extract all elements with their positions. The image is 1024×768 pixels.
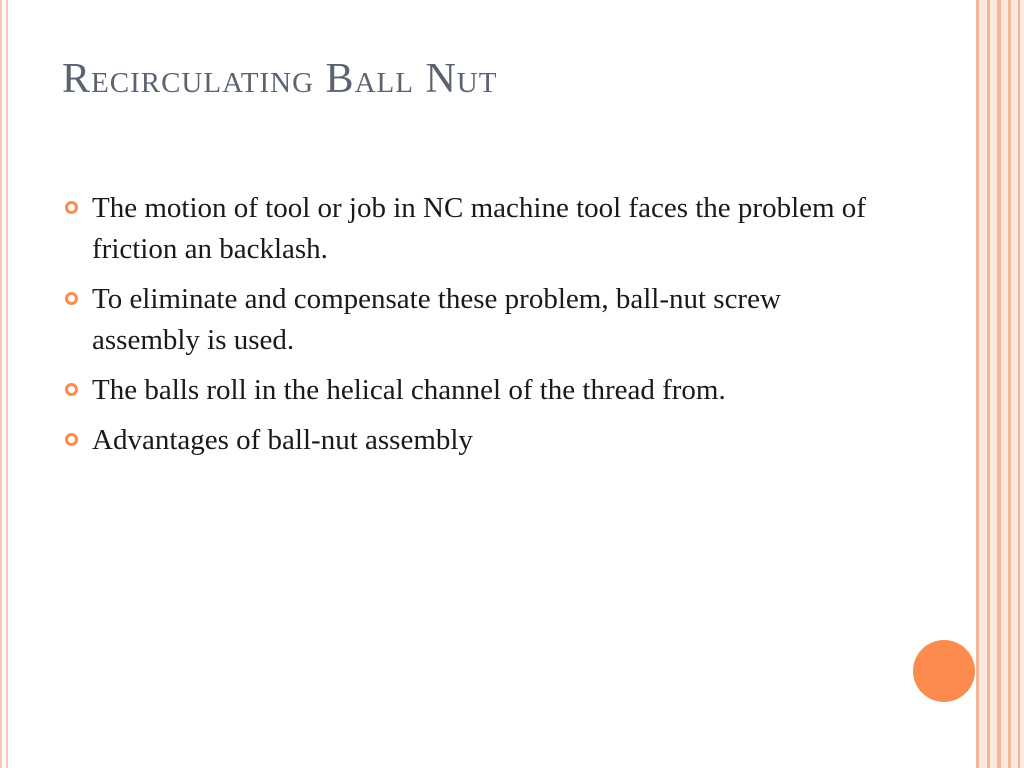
right-decorative-stripe [987, 0, 990, 768]
bullet-item [62, 420, 892, 461]
bullet-text: To eliminate and compensate these problem, ball-nut screw assembly is used. [92, 283, 781, 356]
slide-title: Recirculating Ball Nut [62, 56, 498, 102]
bullet-text: The balls roll in the helical channel of the thread from. [92, 374, 726, 406]
bullet-list [62, 188, 892, 470]
circle-bullet-icon [65, 201, 78, 214]
right-decorative-stripe [976, 0, 979, 768]
right-decorative-stripe [1018, 0, 1020, 768]
bullet-item [62, 188, 892, 270]
right-decorative-stripe [1008, 0, 1011, 768]
accent-circle [913, 640, 975, 702]
circle-bullet-icon [65, 433, 78, 446]
bullet-text: The motion of tool or job in NC machine tool faces the problem of friction an backlash. [92, 192, 866, 265]
circle-bullet-icon [65, 292, 78, 305]
bullet-item [62, 279, 892, 361]
left-border-line [6, 0, 8, 768]
right-decorative-stripe [997, 0, 1001, 768]
bullet-item [62, 370, 892, 411]
left-border-line [0, 0, 2, 768]
circle-bullet-icon [65, 383, 78, 396]
bullet-text: Advantages of ball-nut assembly [92, 424, 473, 456]
